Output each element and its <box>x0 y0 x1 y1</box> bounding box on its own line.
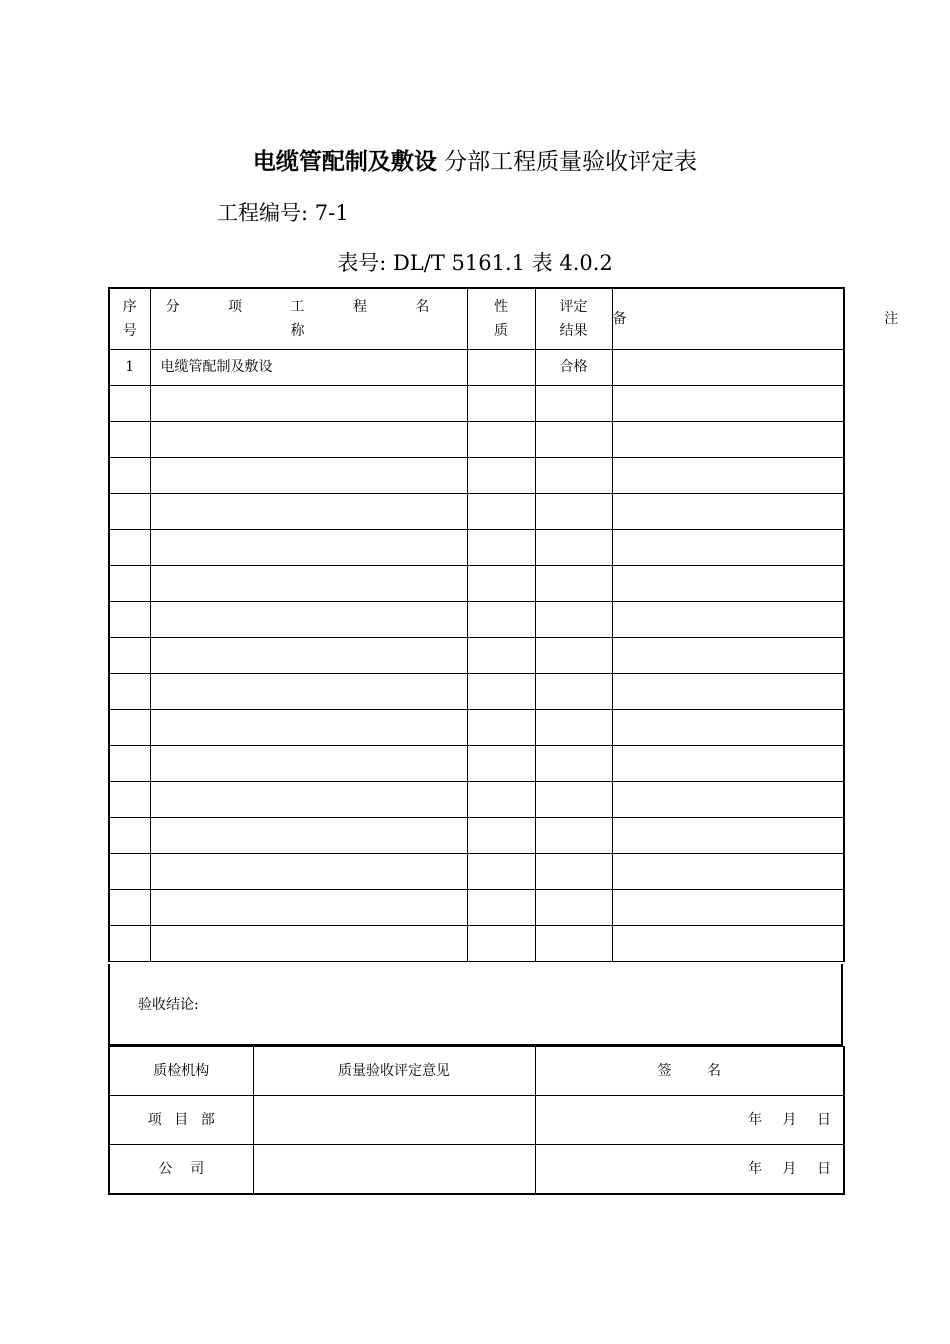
signature-table <box>108 1046 845 1195</box>
date-cell: 年 月 日 <box>535 1145 844 1195</box>
subitem-table <box>108 287 899 962</box>
sign-header-row <box>109 1047 844 1096</box>
table-row <box>109 781 844 817</box>
date-cell: 年 月 日 <box>535 1096 844 1145</box>
table-row <box>109 745 844 781</box>
project-number: 工程编号: 7-1 <box>217 201 349 225</box>
header-org: 质检机构 <box>109 1047 253 1096</box>
table-row <box>109 421 844 457</box>
page-title <box>0 146 950 178</box>
table-row <box>109 601 844 637</box>
sign-row <box>109 1096 844 1145</box>
cell-name: 电缆管配制及敷设 <box>150 349 467 385</box>
cell-remark <box>612 349 844 385</box>
table-row <box>109 349 844 385</box>
cell-nature <box>467 349 535 385</box>
cell-result: 合格 <box>535 349 612 385</box>
title-rest: 分部工程质量验收评定表 <box>444 149 698 175</box>
table-number: 表号: DL/T 5161.1 表 4.0.2 <box>337 251 613 275</box>
acceptance-conclusion <box>108 964 843 1046</box>
table-row <box>109 709 844 745</box>
table-row <box>109 637 844 673</box>
header-opinion: 质量验收评定意见 <box>253 1047 535 1096</box>
table-row <box>109 529 844 565</box>
table-row <box>109 457 844 493</box>
conclusion-label: 验收结论: <box>138 997 199 1013</box>
table-row <box>109 853 844 889</box>
org-project: 项 目 部 <box>109 1096 253 1145</box>
header-name: 分 项 工 程 名 称 <box>150 288 467 349</box>
header-remark: 备 注 <box>612 288 844 349</box>
table-row <box>109 889 844 925</box>
table-row <box>109 673 844 709</box>
header-result: 评定 结果 <box>535 288 612 349</box>
table-row <box>109 817 844 853</box>
title-bold: 电缆管配制及敷设 <box>252 148 437 175</box>
opinion-cell <box>253 1096 535 1145</box>
table-row <box>109 493 844 529</box>
header-nature: 性 质 <box>467 288 535 349</box>
table-row <box>109 925 844 961</box>
table-header-row <box>109 288 844 349</box>
sign-row <box>109 1145 844 1195</box>
header-seq: 序 号 <box>109 288 150 349</box>
table-row <box>109 565 844 601</box>
header-signature: 签 名 <box>535 1047 844 1096</box>
opinion-cell <box>253 1145 535 1195</box>
org-company: 公 司 <box>109 1145 253 1195</box>
cell-seq: 1 <box>109 349 150 385</box>
table-row <box>109 385 844 421</box>
